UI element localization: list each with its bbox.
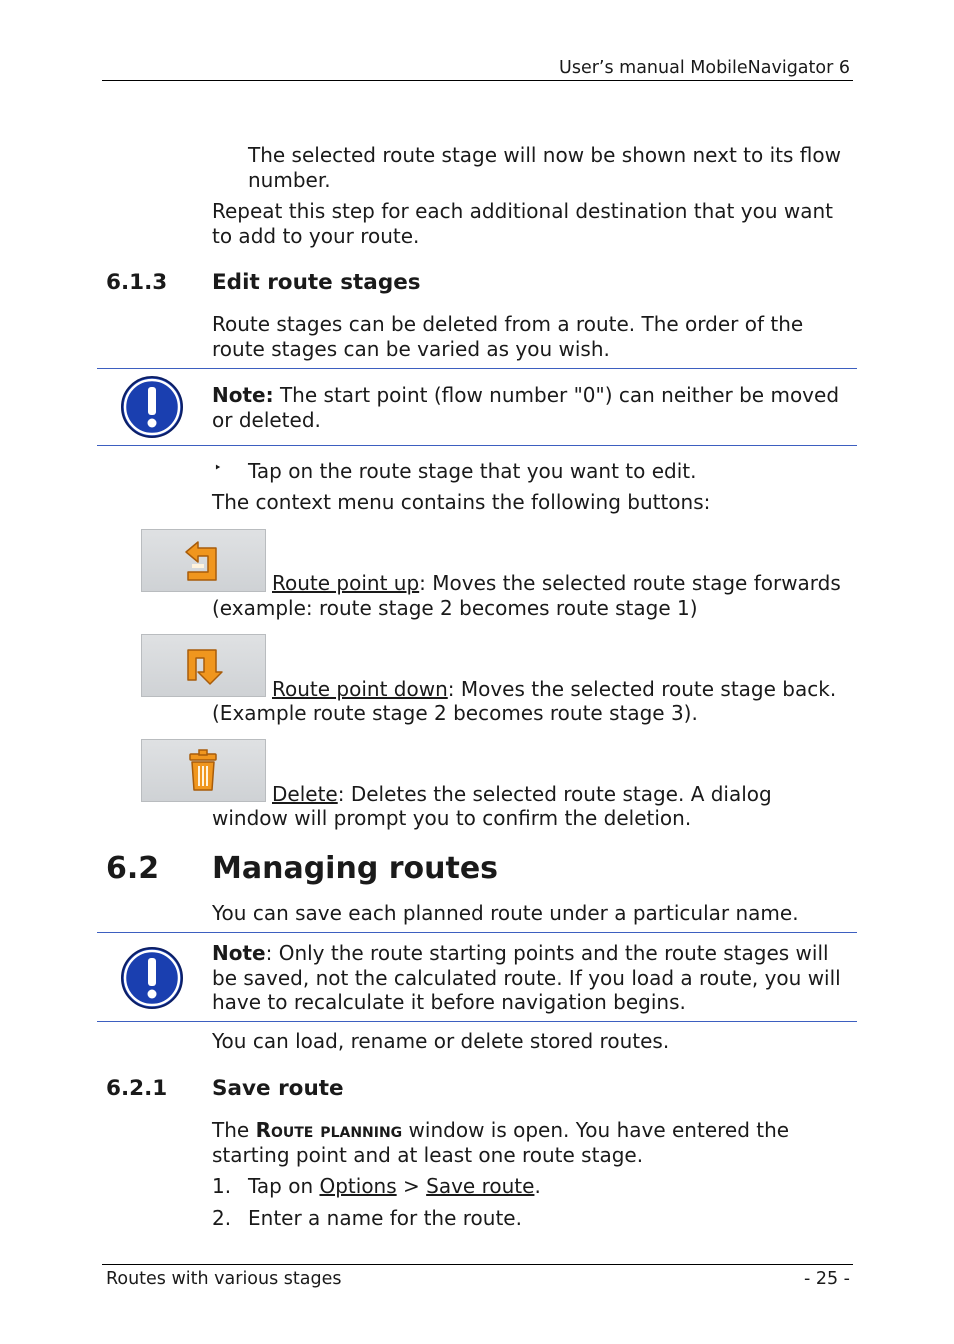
route-planning-window-name: Route planning <box>255 1118 403 1142</box>
note-top-rule <box>97 368 857 369</box>
step-number: 2. <box>212 1206 232 1230</box>
step-2 <box>212 1206 231 1231</box>
step-1-pre: Tap on <box>248 1174 320 1198</box>
route-point-up-link[interactable]: Route point up <box>272 571 420 595</box>
running-header: User’s manual MobileNavigator 6 <box>559 58 850 78</box>
note-bottom-rule-2 <box>97 1021 857 1022</box>
subsection-paragraph <box>212 1118 832 1167</box>
note-text-2 <box>212 941 854 1015</box>
chapter-paragraph-2: You can load, rename or delete stored routes. <box>212 1029 670 1053</box>
context-paragraph: The context menu contains the following buttons: <box>212 490 711 514</box>
subsection-title: Save route <box>212 1076 344 1101</box>
header-rule <box>102 80 853 81</box>
save-route-link[interactable]: Save route <box>426 1174 535 1198</box>
delete-icon <box>180 748 228 794</box>
step-1-text <box>248 1174 541 1199</box>
section-title: Edit route stages <box>212 270 421 295</box>
step-number: 1. <box>212 1174 232 1198</box>
footer-rule <box>102 1264 853 1265</box>
page-number: - 25 - <box>803 1269 850 1289</box>
bullet-text: Tap on the route stage that you want to edit. <box>248 459 697 483</box>
delete-description <box>272 782 772 807</box>
route-point-down-description-2: (Example route stage 2 becomes route stage 3). <box>212 701 698 725</box>
para-post: window is open. You have entered the starting point and at least one route stage. <box>212 1118 790 1167</box>
step-2-text: Enter a name for the route. <box>248 1206 522 1230</box>
note-body-2: : Only the route starting points and the route stages will be saved, not the calculated route. If you load a route, you will have to recalculate it before navigation begins. <box>212 941 841 1014</box>
exclamation-icon-2 <box>120 946 184 1010</box>
note-top-rule-2 <box>97 932 857 933</box>
note-body: The start point (flow number "0") can neither be moved or deleted. <box>212 383 840 432</box>
note-label: Note: <box>212 383 274 407</box>
route-point-down-description <box>272 677 836 702</box>
route-point-up-desc: : Moves the selected route stage forwards <box>419 571 841 595</box>
route-point-down-button <box>141 634 266 697</box>
exclamation-icon <box>120 375 184 439</box>
route-point-down-link[interactable]: Route point down <box>272 677 448 701</box>
note-bottom-rule <box>97 445 857 446</box>
delete-link[interactable]: Delete <box>272 782 338 806</box>
footer-left: Routes with various stages <box>106 1269 342 1289</box>
delete-description-2: window will prompt you to confirm the deletion. <box>212 806 692 830</box>
delete-button <box>141 739 266 802</box>
route-point-up-description-2: (example: route stage 2 becomes route stage 1) <box>212 596 698 620</box>
para-pre: The <box>212 1118 256 1142</box>
indent-paragraph: The selected route stage will now be shown next to its flow number. <box>248 143 841 192</box>
route-point-up-description <box>272 571 841 596</box>
route-point-up-button <box>141 529 266 592</box>
step-1 <box>212 1174 231 1199</box>
step-1-sep: > <box>396 1174 427 1198</box>
route-point-down-desc: : Moves the selected route stage back. <box>447 677 837 701</box>
section-number: 6.1.3 <box>106 270 168 295</box>
note-label-2: Note <box>212 941 266 965</box>
section-paragraph: Route stages can be deleted from a route. The order of the route stages can be varied as you wish. <box>212 312 804 361</box>
route-point-down-icon <box>180 643 228 689</box>
subsection-number: 6.2.1 <box>106 1076 168 1101</box>
repeat-paragraph: Repeat this step for each additional destination that you want to add to your route. <box>212 199 833 248</box>
route-point-up-icon <box>180 538 228 584</box>
note-text <box>212 383 852 432</box>
delete-desc: : Deletes the selected route stage. A dialog <box>337 782 772 806</box>
chapter-number: 6.2 <box>106 851 160 886</box>
chapter-paragraph: You can save each planned route under a particular name. <box>212 901 799 925</box>
step-1-post: . <box>534 1174 541 1198</box>
bullet-marker: ‣ <box>214 461 222 476</box>
options-link[interactable]: Options <box>319 1174 397 1198</box>
chapter-title: Managing routes <box>212 851 499 886</box>
